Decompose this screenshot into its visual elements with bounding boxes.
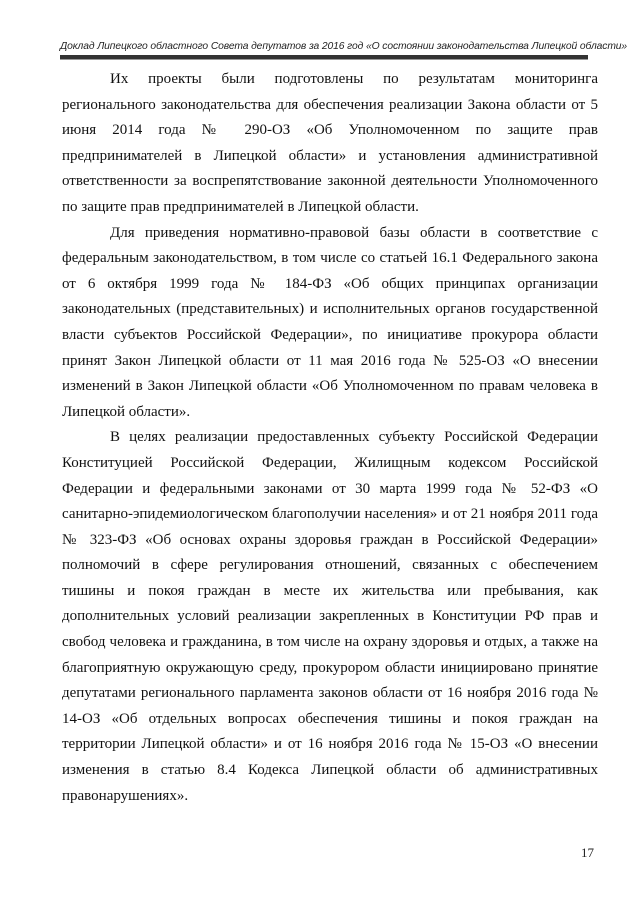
header-rule (60, 55, 588, 60)
page-number: 17 (581, 845, 594, 860)
page-body (62, 67, 598, 809)
running-header: Доклад Липецкого областного Совета депутатов за 2016 год «О состоянии законодательства Липецкой области» (60, 41, 628, 52)
paragraph: В целях реализации предоставленных субъекту Российской Федерации Конституцией Российской Федерации, Жилищным кодексом Российской Федерации и федеральными законами от 30 марта 1999 года № 52-ФЗ «О санитарно-эпидемиологическом благополучии населения» и от 21 ноября 2011 года № 323-ФЗ «Об основах охраны здоровья граждан в Российской Федерации» полномочий в сфере регулирования отношений, связанных с обеспечением тишины и покоя граждан в месте их жительства или пребывания, как дополнительных условий реализации закрепленных в Конституции РФ прав и свобод человека и гражданина, в том числе на охрану здоровья и отдых, а также на благоприятную окружающую среду, прокурором области инициировано принятие депутатами регионального парламента законов области от 16 ноября 2016 года № 14-ОЗ «Об отдельных вопросах обеспечения тишины и покоя граждан на территории Липецкой области» и от 16 ноября 2016 года № 15-ОЗ «О внесении изменения в статью 8.4 Кодекса Липецкой области об административных правонарушениях». (62, 429, 598, 804)
paragraph: Для приведения нормативно-правовой базы области в соответствие с федеральным законодательством, в том числе со статьей 16.1 Федерального закона от 6 октября 1999 года № 184-ФЗ «Об общих принципах организации законодательных (представительных) и исполнительных органов государственной власти субъектов Российской Федерации», по инициативе прокурора области принят Закон Липецкой области от 11 мая 2016 года № 525-ОЗ «О внесении изменений в Закон Липецкой области «Об Уполномоченном по правам человека в Липецкой области». (62, 224, 598, 420)
paragraph: Их проекты были подготовлены по результатам мониторинга регионального законодательства для обеспечения реализации Закона области от 5 июня 2014 года № 290-ОЗ «Об Уполномоченном по защите прав предпринимателей в Липецкой области» и установления административной ответственности за воспрепятствование законной деятельности Уполномоченного по защите прав предпринимателей в Липецкой области. (62, 71, 598, 215)
